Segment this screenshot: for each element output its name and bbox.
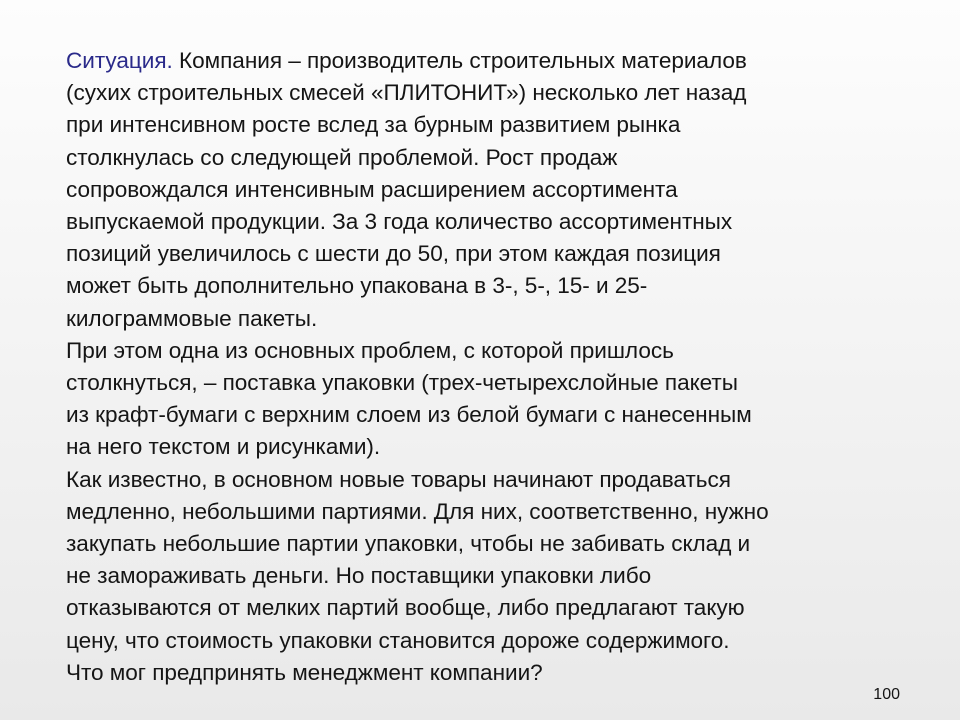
small-batches-paragraph bbox=[66, 464, 916, 689]
text-line: килограммовые пакеты. bbox=[66, 305, 318, 331]
situation-label: Ситуация. bbox=[66, 48, 173, 73]
page-number: 100 bbox=[873, 686, 900, 703]
text-line: сопровождался интенсивным расширением ассортимента bbox=[66, 176, 678, 202]
text-line: выпускаемой продукции. За 3 года количество ассортиментных bbox=[66, 209, 733, 235]
packaging-problem-paragraph bbox=[66, 335, 916, 464]
text-line: не замораживать деньги. Но поставщики упаковки либо bbox=[66, 563, 652, 589]
text-line: (сухих строительных смесей «ПЛИТОНИТ») несколько лет назад bbox=[66, 80, 747, 106]
text-line: цену, что стоимость упаковки становится дороже содержимого. bbox=[66, 627, 730, 653]
text-line: позиций увеличилось с шести до 50, при этом каждая позиция bbox=[66, 241, 721, 267]
text-line: Как известно, в основном новые товары начинают продаваться bbox=[66, 466, 731, 492]
question-line: Что мог предпринять менеджмент компании? bbox=[66, 659, 543, 685]
text-line: столкнуться, – поставка упаковки (трех-четырехслойные пакеты bbox=[66, 370, 738, 396]
text-line: из крафт-бумаги с верхним слоем из белой бумаги с нанесенным bbox=[66, 402, 752, 428]
text-line: при интенсивном росте вслед за бурным развитием рынка bbox=[66, 112, 681, 138]
text-line: на него текстом и рисунками). bbox=[66, 434, 381, 460]
situation-paragraph bbox=[66, 45, 916, 335]
text-line: закупать небольшие партии упаковки, чтобы не забивать склад и bbox=[66, 531, 751, 557]
text-line: столкнулась со следующей проблемой. Рост продаж bbox=[66, 144, 618, 170]
text-line: может быть дополнительно упакована в 3-, 5-, 15- и 25- bbox=[66, 273, 648, 299]
slide-body bbox=[66, 45, 916, 689]
text-line: медленно, небольшими партиями. Для них, соответственно, нужно bbox=[66, 498, 769, 524]
text-line: отказываются от мелких партий вообще, либо предлагают такую bbox=[66, 595, 745, 621]
text-line: Компания – производитель строительных материалов bbox=[172, 48, 747, 73]
text-line: При этом одна из основных проблем, с которой пришлось bbox=[66, 337, 674, 363]
